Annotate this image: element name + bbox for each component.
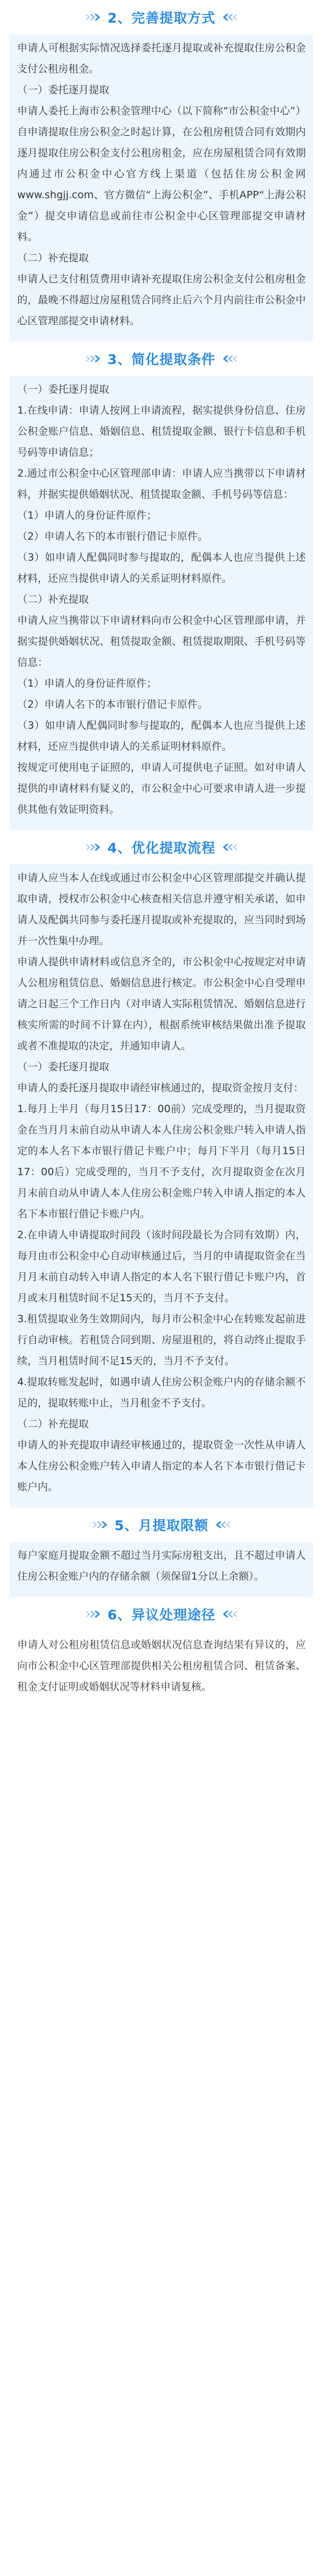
section-heading: [10, 341, 313, 376]
section-paragraph: （1）申请人的身份证件原件；: [17, 678, 157, 689]
section-title: 6、异议处理途径: [107, 1607, 216, 1623]
section-paragraph: 4.提取转账发起时，如遇申请人住房公积金账户内的存储余额不足的，提取转账中止，当月租金不予支付。: [17, 1376, 306, 1409]
section-heading: [10, 1597, 313, 1631]
section-body: [10, 864, 313, 1507]
section-body: [10, 1631, 313, 1707]
section-paragraph: 3.租赁提取业务生效期间内，每月市公积金中心在转账发起前进行自动审核。若租赁合同到期、房屋退租的，将自动终止提取手续，当月租赁时间不足15天的，当月不予支付。: [17, 1313, 306, 1367]
section-paragraph: 申请人的补充提取申请经审核通过的，提取资金一次性从申请人本人住房公积金账户转入申请人指定的本人名下本市银行借记卡账户内。: [17, 1439, 306, 1493]
section-paragraph: 申请人提供申请材料或信息齐全的，市公积金中心按规定对申请人公租房租赁信息、婚姻信息进行核定。市公积金中心自受理申请之日起三个工作日内（对申请人实际租赁情况、婚姻信息进行核实所需的时间不计算在内），根据系统审核结果做出准予提取或者不准提取的决定，并通知申请人。: [17, 956, 306, 1052]
heading-decoration-right-icon: [221, 13, 237, 22]
section-heading: [10, 830, 313, 864]
section-paragraph: 申请人应当携带以下申请材料向市公积金中心区管理部申请，并据实提供婚姻状况、租赁提取金额、租赁提取期限、手机号码等信息：: [17, 615, 306, 668]
section-paragraph: （一）委托逐月提取: [17, 84, 110, 96]
heading-decoration-right-icon: [221, 1610, 237, 1618]
heading-decoration-left-icon: [86, 13, 102, 22]
section-paragraph: （3）如申请人配偶同时参与提取的，配偶本人也应当提供上述材料，还应当提供申请人的关系证明材料原件。: [17, 551, 306, 584]
section-paragraph: （一）委托逐月提取: [17, 383, 110, 395]
heading-decoration-left-icon: [86, 354, 102, 363]
heading-decoration-left-icon: [93, 1520, 109, 1529]
section-paragraph: （二）补充提取: [17, 1418, 89, 1430]
section-paragraph: 每户家庭月提取金额不超过当月实际房租支出，且不超过申请人住房公积金账户内的存储余额（须保留1分以上余额）。: [17, 1549, 306, 1582]
heading-decoration-left-icon: [86, 1610, 102, 1618]
section-paragraph: 申请人对公租房租赁信息或婚姻状况信息查询结果有异议的，应向市公积金中心区管理部提供相关公租房租赁合同、租赁备案、租金支付证明或婚姻状况等材料申请复核。: [17, 1639, 306, 1693]
section-title: 5、月提取限额: [114, 1518, 209, 1533]
section-paragraph: 申请人的委托逐月提取申请经审核通过的，提取资金按月支付：: [17, 1082, 304, 1094]
section-paragraph: 2.通过市公积金中心区管理部申请：申请人应当携带以下申请材料，并据实提供婚姻状况、租赁提取金额、手机号码等信息：: [17, 467, 306, 500]
section-paragraph: 申请人委托上海市公积金管理中心（以下简称“市公积金中心”）自申请提取住房公积金之时起计算，在公租房租赁合同有效期内逐月提取住房公积金支付公租房租金，应在房屋租赁合同有效期内通过市公积金中心官方线上渠道（包括住房公积金网www.shgjj.com、官方微信“上海公积金”、手机APP“上海公积金”）提交申请信息或前往市公积金中心区管理部提交申请材料。: [17, 105, 306, 243]
section-paragraph: （3）如申请人配偶同时参与提取的，配偶本人也应当提供上述材料，还应当提供申请人的关系证明材料原件。: [17, 720, 306, 752]
section-paragraph: 按规定可使用电子证照的，申请人可提供电子证照。如对申请人提供的申请材料有疑义的，市公积金中心可要求申请人进一步提供其他有效证明资料。: [17, 762, 306, 815]
section-heading: [10, 1507, 313, 1542]
section-paragraph: （二）补充提取: [17, 252, 89, 264]
section-title: 2、完善提取方式: [107, 10, 216, 26]
section-paragraph: （2）申请人名下的本市银行借记卡原件。: [17, 530, 208, 542]
heading-decoration-right-icon: [221, 354, 237, 363]
heading-decoration-left-icon: [86, 843, 102, 851]
section-paragraph: 申请人应当本人在线或通过市公积金中心区管理部提交并确认提取申请，授权市公积金中心核查相关信息并遵守相关承诺，如申请人及配偶共同参与委托逐月提取或补充提取的，应当同时到场并一次性集中办理。: [17, 872, 306, 947]
section-paragraph: 1.在线申请：申请人按网上申请流程，据实提供身份信息、住房公积金账户信息、婚姻信息、租赁提取金额、银行卡信息和手机号码等申请信息；: [17, 404, 306, 458]
section-title: 4、优化提取流程: [107, 840, 216, 856]
section-body: [10, 34, 313, 341]
heading-decoration-right-icon: [214, 1520, 230, 1529]
section-paragraph: （一）委托逐月提取: [17, 1061, 110, 1073]
section-title: 3、简化提取条件: [107, 352, 216, 367]
section-paragraph: 2.在申请人申请提取时间段（该时间段最长为合同有效期）内，每月由市公积金中心自动审核通过后，当月的申请提取资金在当月月末前自动转入申请人指定的本人名下银行借记卡账户内，首月或末月租赁时间不足15天的，当月不予支付。: [17, 1229, 306, 1304]
section-paragraph: 申请人可根据实际情况选择委托逐月提取或补充提取住房公积金支付公租房租金。: [17, 42, 306, 75]
section-paragraph: （1）申请人的身份证件原件；: [17, 509, 157, 521]
section-paragraph: （2）申请人名下的本市银行借记卡原件。: [17, 699, 208, 710]
section-paragraph: 1.每月上半月（每月15日17：00前）完成受理的，当月提取资金在当月月末前自动从申请人本人住房公积金账户转入申请人指定的本人名下本市银行借记卡账户中；每月下半月（每月15日17：00后）完成受理的，当月不予支付，次月提取资金在次月月末前自动从申请人本人住房公积金账户转入申请人指定的本人名下本市银行借记卡账户内。: [17, 1103, 306, 1220]
section-heading: [10, 0, 313, 34]
section-body: [10, 376, 313, 830]
section-body: [10, 1542, 313, 1597]
section-paragraph: 申请人已支付租赁费用申请补充提取住房公积金支付公租房租金的，最晚不得超过房屋租赁合同终止后六个月内前往市公积金中心区管理部提交申请材料。: [17, 273, 306, 327]
section-paragraph: （二）补充提取: [17, 594, 89, 605]
heading-decoration-right-icon: [221, 843, 237, 851]
